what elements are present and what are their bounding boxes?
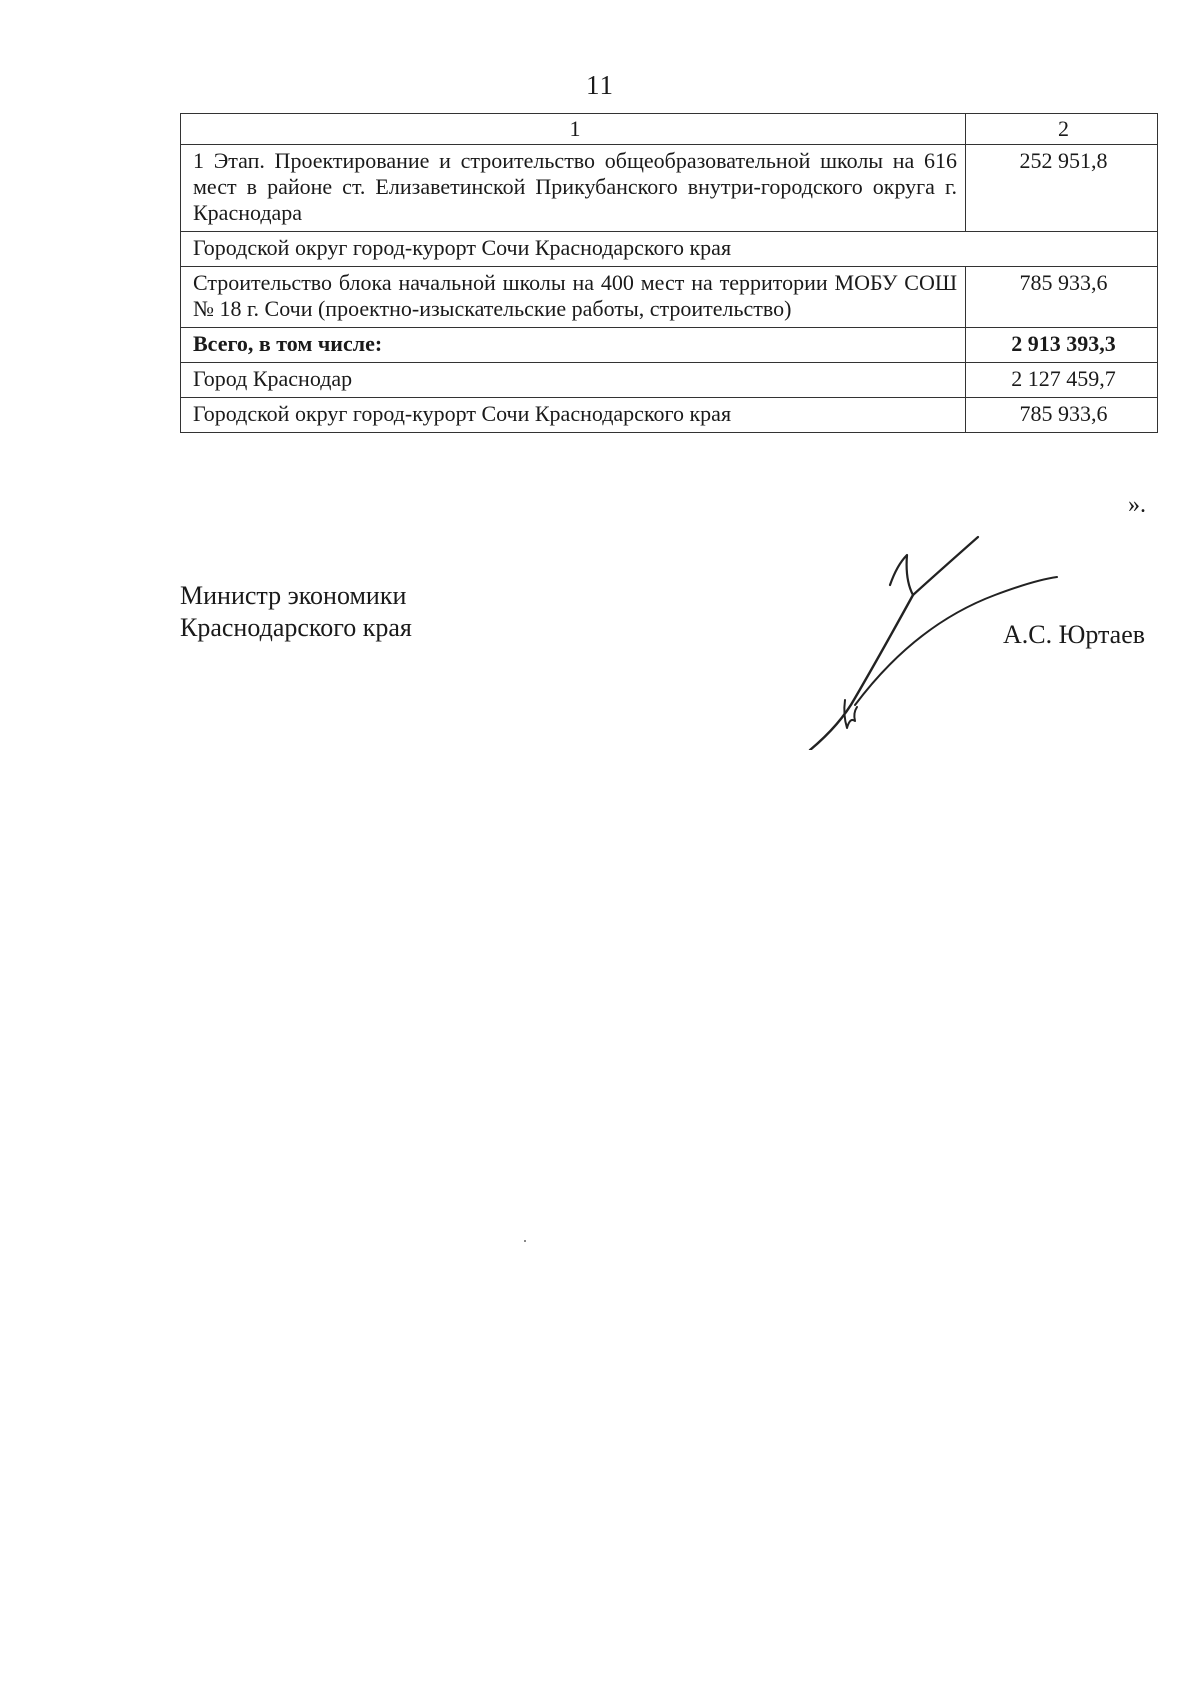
breakdown-value-sochi: 785 933,6 xyxy=(966,398,1158,433)
table-row-total xyxy=(181,328,1158,363)
signatory-title-line-1: Министр экономики xyxy=(180,581,407,610)
column-header-1: 1 xyxy=(181,114,966,145)
breakdown-text-sochi: Городской округ город-курорт Сочи Краснодарского края xyxy=(181,398,966,433)
row-value-krasnodar-school: 252 951,8 xyxy=(966,145,1158,232)
row-value-sochi-school: 785 933,6 xyxy=(966,267,1158,328)
table-row xyxy=(181,145,1158,232)
row-text-krasnodar-school: 1 Этап. Проектирование и строительство общеобразовательной школы на 616 мест в районе ст. Елизаветинской Прикубанского внутри-городского округа г. Краснодара xyxy=(181,145,966,232)
table-row xyxy=(181,267,1158,328)
signatory-title xyxy=(180,580,412,644)
column-header-2: 2 xyxy=(966,114,1158,145)
page-number: 11 xyxy=(586,70,614,100)
table-row xyxy=(181,363,1158,398)
budget-table xyxy=(180,113,1158,433)
closing-quote: ». xyxy=(1128,492,1146,518)
table-row xyxy=(181,232,1158,267)
row-text-sochi-school: Строительство блока начальной школы на 400 мест на территории МОБУ СОШ № 18 г. Сочи (проектно-изыскательские работы, строительство) xyxy=(181,267,966,328)
total-value: 2 913 393,3 xyxy=(966,328,1158,363)
table-row xyxy=(181,398,1158,433)
row-section-sochi: Городской округ город-курорт Сочи Краснодарского края xyxy=(181,232,1158,267)
signer-name: А.С. Юртаев xyxy=(1003,620,1146,649)
total-label: Всего, в том числе: xyxy=(181,328,966,363)
scan-speck xyxy=(524,1240,526,1242)
breakdown-text-krasnodar: Город Краснодар xyxy=(181,363,966,398)
breakdown-value-krasnodar: 2 127 459,7 xyxy=(966,363,1158,398)
table-header-row xyxy=(181,114,1158,145)
signatory-title-line-2: Краснодарского края xyxy=(180,613,412,642)
